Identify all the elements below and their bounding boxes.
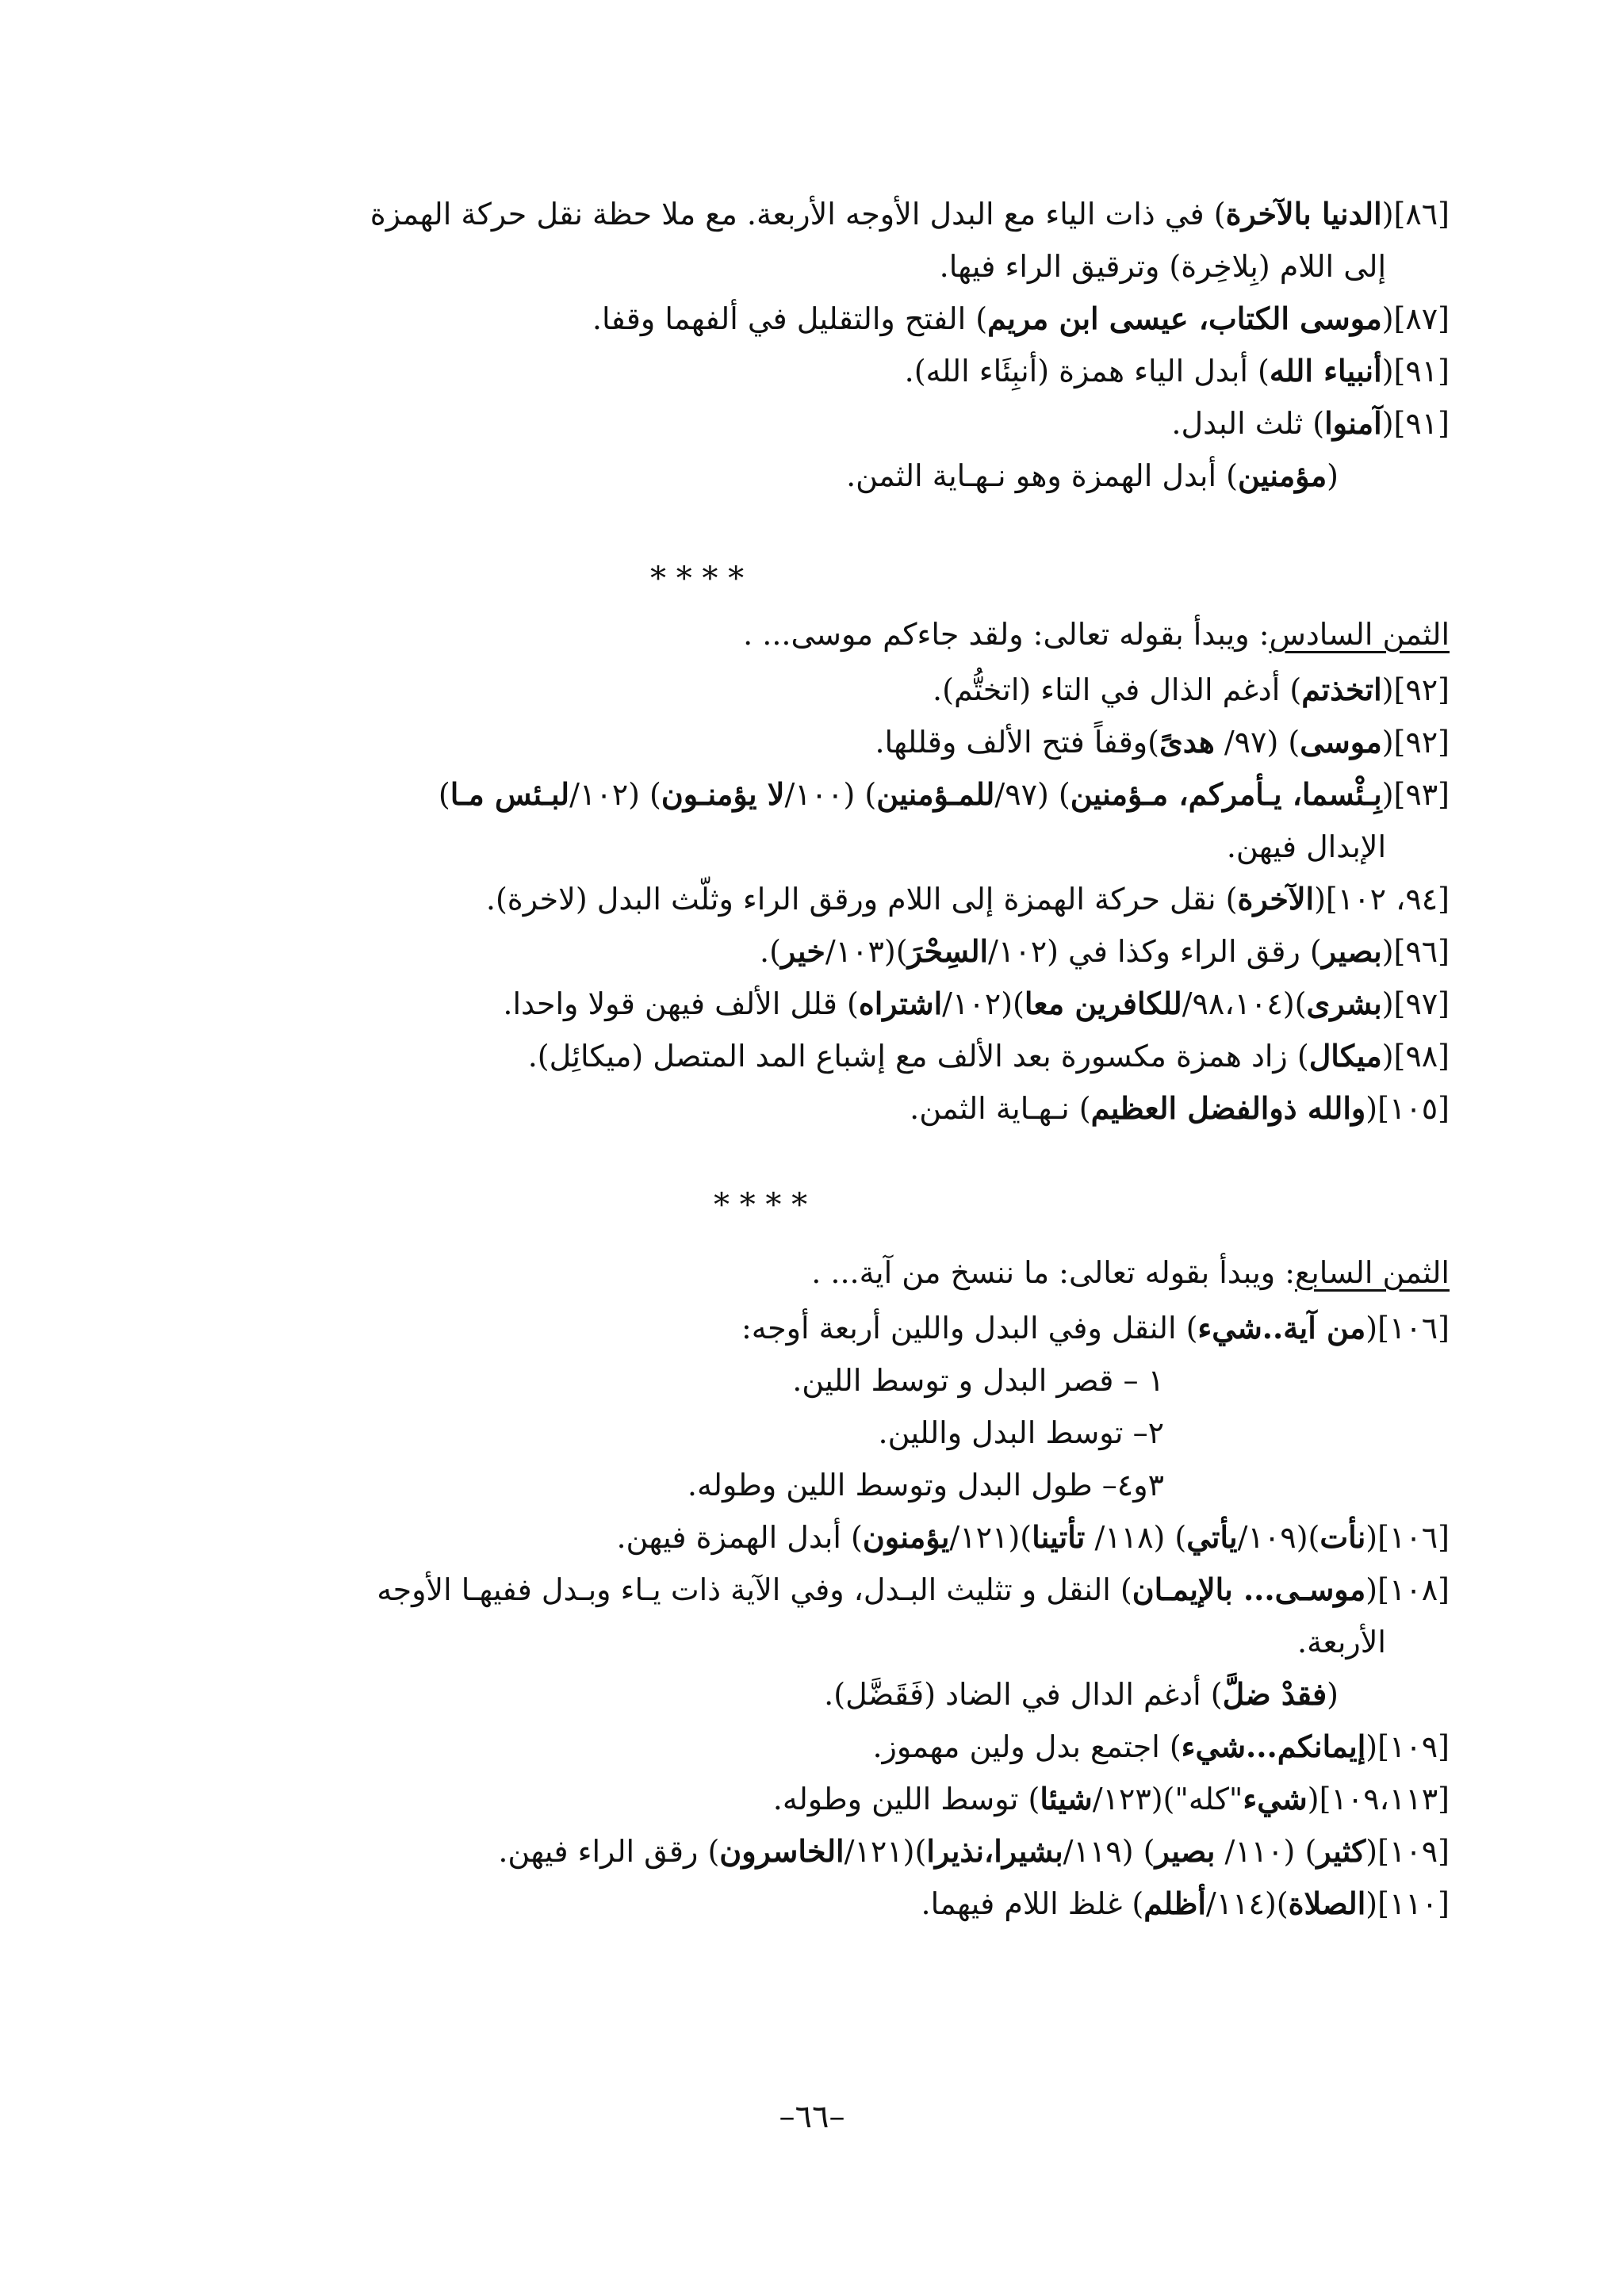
section-separator: * * * * [714,1187,808,1223]
bold-term: الصلاة [1288,1885,1366,1921]
text-line [230,1461,1164,1509]
text-run: )(١٠٢/ [942,986,1025,1021]
bold-term: مؤمنين [1237,457,1327,493]
text-line [230,400,1450,447]
text-run: ٢– توسط البدل واللين. [878,1415,1164,1450]
bold-term: إيمانكم...شيء [1181,1728,1366,1764]
text-run: ( [1327,1677,1339,1712]
text-run: ) ثلث البدل. [1171,406,1325,441]
bold-term: للكافرين معا [1024,986,1182,1021]
bold-term: كثير [1316,1833,1366,1869]
text-run: [١٠٩]( [1365,1729,1450,1764]
bold-term: موسـى... بالإيمـان [1132,1571,1366,1607]
text-line [230,980,1450,1028]
text-run: : ويبدأ بقوله تعالى: ولقد جاءكم موسى... . [743,617,1270,652]
text-line [230,347,1450,395]
text-run: )(١٠٩/ [1237,1520,1320,1555]
bold-term: والله ذوالفضل العظيم [1090,1090,1366,1126]
text-run: ) النقل و تثليث البـدل، وفي الآية ذات يـاء وبـدل ففيهـا الأوجه [377,1572,1132,1607]
text-run: ) في ذات الياء مع البدل الأوجه الأربعة. مع ملا حظة نقل حركة الهمزة [370,197,1226,232]
text-run: ) أبدل الياء همزة (أنبِئَاء الله). [904,354,1270,389]
bold-term: بِـئْسما، يـأمركم، مـؤمنين [1070,776,1382,812]
text-run: الإبدال فيهن. [1226,829,1386,864]
text-run: )وقفاً فتح الألف وقللها. [875,725,1159,760]
bold-term: بشيرا،نذيرا [926,1833,1063,1869]
text-run: ) غلظ اللام فيهما. [921,1886,1144,1921]
text-run: : ويبدأ بقوله تعالى: ما ننسخ من آية... . [811,1255,1295,1290]
text-run: ) (١١٩/ [1063,1834,1155,1869]
bold-term: تأتينا [1032,1519,1086,1555]
text-run: ( [1327,458,1339,493]
text-run: ) قلل الألف فيهن قولا واحدا. [503,986,859,1021]
text-run: [٩٢]( [1381,725,1450,760]
text-run: ). [760,934,781,969]
bold-term: بشرى [1306,986,1382,1021]
bold-term: الدنيا بالآخرة [1225,196,1382,232]
text-run: [٩٦]( [1381,934,1450,969]
text-run: ٣و٤– طول البدل وتوسط اللين وطوله. [687,1468,1164,1503]
bold-term: أظلم [1143,1885,1206,1921]
text-run: [٩٨]( [1381,1039,1450,1074]
bold-term: بصير [1321,933,1382,969]
text-run: ١ – قصر البدل و توسط اللين. [792,1363,1164,1398]
text-line [230,928,1450,975]
text-run: ) زاد همزة مكسورة بعد الألف مع إشباع المد المتصل (ميكائِل). [527,1039,1309,1074]
text-run: [١٠٦]( [1365,1311,1450,1346]
text-run: ) أبدل الهمزة وهو نـهـاية الثمن. [846,458,1238,493]
text-run: ) رقق الراء وكذا في (١٠٢/ [988,934,1322,969]
text-line [230,666,1450,714]
text-run: ) اجتمع بدل ولين مهموز. [872,1729,1182,1764]
text-line [230,1880,1450,1927]
bold-term: هدىً [1159,724,1215,760]
text-run: الثمن السابع [1295,1255,1450,1290]
text-run: ) نـهـاية الثمن. [910,1091,1091,1126]
bold-term: الآخرة [1237,881,1315,917]
bold-term: بصير [1155,1833,1216,1869]
bold-term: شيء [1243,1781,1308,1816]
text-run: الأربعة. [1297,1625,1386,1659]
bold-term: لبـئس مـا [450,776,570,812]
text-line [230,190,1450,238]
bold-term: للمـؤمنين [876,776,995,812]
text-run: ) [438,777,450,812]
text-run: ) (١٠٠/ [784,777,877,812]
text-run: [٨٦]( [1381,197,1450,232]
text-line [230,243,1386,290]
bold-term: من آية..شيء [1197,1310,1366,1346]
text-run: [١٠٨]( [1365,1572,1450,1607]
text-line [230,295,1450,343]
text-run: )(١١٤/ [1205,1886,1289,1921]
bold-term: يأتي [1186,1519,1238,1555]
text-run: [٩٧]( [1381,986,1450,1021]
bold-term: السِحْرَ [907,933,989,969]
text-run: ) (١٠٢/ [569,777,661,812]
text-line [230,452,1339,500]
section-heading [811,1249,1450,1296]
bold-term: ميكال [1308,1038,1382,1074]
text-run: ) (٩٧/ [994,777,1071,812]
bold-term: فقدْ ضلَّ [1222,1676,1327,1712]
text-run: [١١٠]( [1365,1886,1450,1921]
text-run: ) نقل حركة الهمزة إلى اللام ورقق الراء وثلّث البدل (لاخرة). [485,882,1238,917]
text-run: [١٠٩،١١٣]( [1307,1782,1450,1816]
text-line [230,1618,1386,1666]
bold-term: موسى الكتاب، عيسى ابن مريم [987,301,1382,336]
section-separator: * * * * [650,561,745,597]
text-run: إلى اللام (بِلاخِرة) وترقيق الراء فيها. [939,249,1386,284]
text-run: )(١٢١/ [949,1520,1032,1555]
text-run: ) أدغم الدال في الضاد (فَقَضَّل). [824,1677,1223,1712]
text-line [230,1671,1339,1718]
bold-term: خير [780,933,825,969]
text-run: )(١٢١/ [844,1834,927,1869]
text-line [230,875,1450,923]
text-line [230,1304,1450,1352]
bold-term: شيئا [1040,1781,1093,1816]
text-run: [٨٧]( [1381,301,1450,336]
bold-term: آمنوا [1324,405,1382,441]
text-line [230,1723,1450,1770]
bold-term: أنبياء الله [1269,353,1382,389]
bold-term: نأت [1320,1519,1366,1555]
page-number: –٦٦– [779,2099,845,2135]
text-run: ) رقق الراء فيهن. [498,1834,720,1869]
text-run: [٩٣]( [1381,777,1450,812]
section-heading [743,611,1450,658]
text-run: ) النقل وفي البدل واللين أربعة أوجه: [741,1311,1198,1346]
text-run: )(٩٨،١٠٤/ [1182,986,1307,1021]
text-line [230,718,1450,766]
text-run: )(١٠٣/ [825,934,908,969]
text-run: ) (١١٨/ [1085,1520,1187,1555]
text-run: [٩١]( [1381,354,1450,389]
text-line [230,1085,1450,1132]
bold-term: موسى [1300,724,1382,760]
text-run: [٩٢]( [1381,672,1450,707]
text-line [230,1514,1450,1561]
bold-term: اتخذتم [1301,672,1382,707]
text-line [230,1357,1164,1404]
text-line [230,823,1386,871]
text-run: [٩١]( [1381,406,1450,441]
bold-term: لا يؤمنـون [661,776,785,812]
text-run: الثمن السادس [1269,617,1450,652]
text-run: ) أبدل الهمزة فيهن. [616,1520,863,1555]
text-run: "كله")(١٢٣/ [1092,1782,1243,1816]
text-run: [١٠٩]( [1365,1834,1450,1869]
bold-term: الخاسرون [719,1833,845,1869]
text-line [230,1828,1450,1875]
text-line [222,1566,1450,1614]
text-run: [١٠٥]( [1365,1091,1450,1126]
text-line [230,1775,1450,1823]
text-run: [١٠٦]( [1365,1520,1450,1555]
text-line [222,771,1450,818]
text-line [230,1032,1450,1080]
text-run: [٩٤، ١٠٢]( [1314,882,1450,917]
text-run: ) توسط اللين وطوله. [772,1782,1040,1816]
text-run: ) (٩٧/ [1214,725,1300,760]
text-run: ) أدغم الذال في التاء (اتختُّم). [933,672,1302,707]
text-run: ) (١١٠/ [1215,1834,1317,1869]
text-line [230,1409,1164,1457]
bold-term: يؤمنون [862,1519,950,1555]
bold-term: اشتراه [858,986,943,1021]
text-run: ) الفتح والتقليل في ألفهما وقفا. [592,301,988,336]
